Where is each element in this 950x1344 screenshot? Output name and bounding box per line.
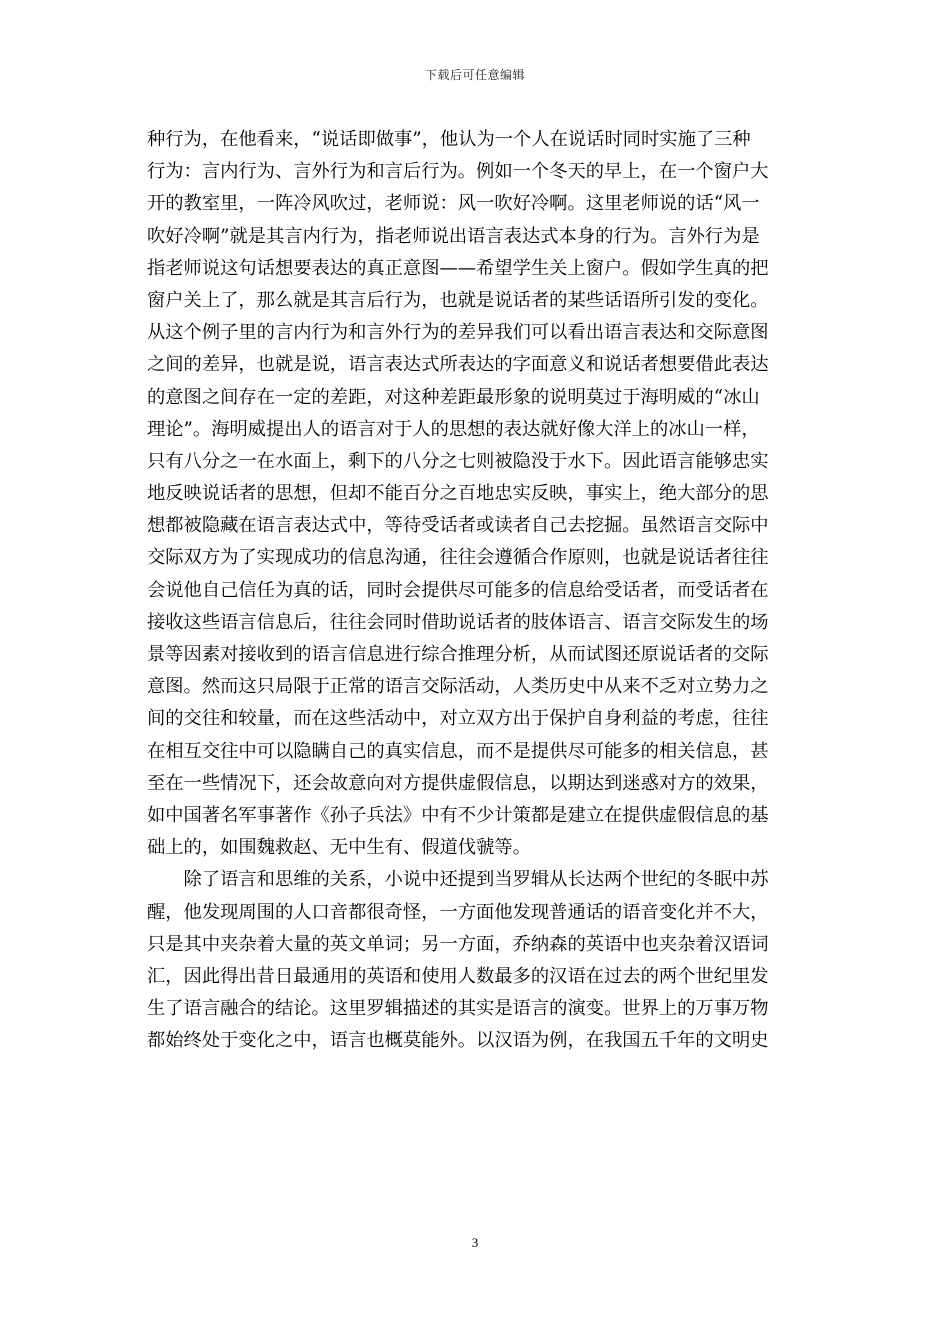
text-line: 种行为，在他看来，“说话即做事”，他认为一个人在说话时同时实施了三种 — [147, 129, 751, 150]
text-line: 至在一些情况下，还会故意向对方提供虚假信息，以期达到迷惑对方的效果， — [147, 772, 769, 794]
text-line: 在相互交往中可以隐瞒自己的真实信息，而不是提供尽可能多的相关信息，甚 — [147, 740, 769, 762]
text-line: 础上的，如围魏救赵、无中生有、假道伐虢等。 — [147, 837, 531, 859]
text-line: 间的交往和较量，而在这些活动中，对立双方出于保护自身利益的考虑，往往 — [147, 708, 769, 730]
text-line: 如中国著名军事著作《孙子兵法》中有不少计策都是建立在提供虚假信息的基 — [147, 804, 769, 826]
text-line: 都始终处于变化之中，语言也概莫能外。以汉语为例，在我国五千年的文明史 — [147, 1030, 769, 1052]
text-line: 指老师说这句话想要表达的真正意图——希望学生关上窗户。假如学生真的把 — [147, 257, 769, 279]
text-line: 接收这些语言信息后，往往会同时借助说话者的肢体语言、语言交际发生的场 — [147, 611, 769, 633]
text-line: 汇，因此得出昔日最通用的英语和使用人数最多的汉语在过去的两个世纪里发 — [147, 965, 769, 987]
paragraph-2 — [147, 864, 807, 1057]
text-line: 窗户关上了，那么就是其言后行为，也就是说话者的某些话语所引发的变化。 — [147, 289, 769, 311]
text-line: 的意图之间存在一定的差距，对这种差距最形象的说明莫过于海明威的“冰山 — [147, 386, 760, 408]
text-line: 之间的差异，也就是说，语言表达式所表达的字面意义和说话者想要借此表达 — [147, 354, 769, 376]
text-line: 生了语言融合的结论。这里罗辑描述的其实是语言的演变。世界上的万事万物 — [147, 998, 769, 1020]
text-line: 行为：言内行为、言外行为和言后行为。例如一个冬天的早上，在一个窗户大 — [147, 161, 769, 183]
text-line: 会说他自己信任为真的话，同时会提供尽可能多的信息给受话者，而受话者在 — [147, 579, 769, 601]
paragraph-1 — [147, 124, 807, 864]
text-line: 吹好冷啊”就是其言内行为，指老师说出语言表达式本身的行为。言外行为是 — [147, 225, 760, 247]
text-line: 醒，他发现周围的人口音都很奇怪，一方面他发现普通话的语音变化并不大， — [147, 901, 769, 923]
page-number: 3 — [471, 1235, 479, 1250]
page-header: 下载后可任意编辑 — [424, 68, 525, 82]
text-line: 理论”。海明威提出人的语言对于人的思想的表达就好像大洋上的冰山一样， — [147, 418, 760, 440]
text-line: 景等因素对接收到的语言信息进行综合推理分析，从而试图还原说话者的交际 — [147, 644, 769, 665]
text-line: 从这个例子里的言内行为和言外行为的差异我们可以看出语言表达和交际意图 — [147, 322, 769, 344]
text-line: 意图。然而这只局限于正常的语言交际活动，人类历史中从来不乏对立势力之 — [147, 676, 769, 698]
text-line: 交际双方为了实现成功的信息沟通，往往会遵循合作原则，也就是说话者往往 — [147, 547, 769, 569]
text-line: 除了语言和思维的关系，小说中还提到当罗辑从长达两个世纪的冬眠中苏 — [147, 869, 769, 891]
text-line: 开的教室里，一阵冷风吹过，老师说：风一吹好冷啊。这里老师说的话“风一 — [147, 193, 760, 215]
text-line: 地反映说话者的思想，但却不能百分之百地忠实反映，事实上，绝大部分的思 — [147, 483, 769, 505]
body-text — [147, 124, 807, 1057]
text-line: 想都被隐藏在语言表达式中，等待受话者或读者自己去挖掘。虽然语言交际中 — [147, 515, 769, 537]
text-line: 只有八分之一在水面上，剩下的八分之七则被隐没于水下。因此语言能够忠实 — [147, 450, 769, 472]
text-line: 只是其中夹杂着大量的英文单词；另一方面，乔纳森的英语中也夹杂着汉语词 — [147, 933, 769, 955]
